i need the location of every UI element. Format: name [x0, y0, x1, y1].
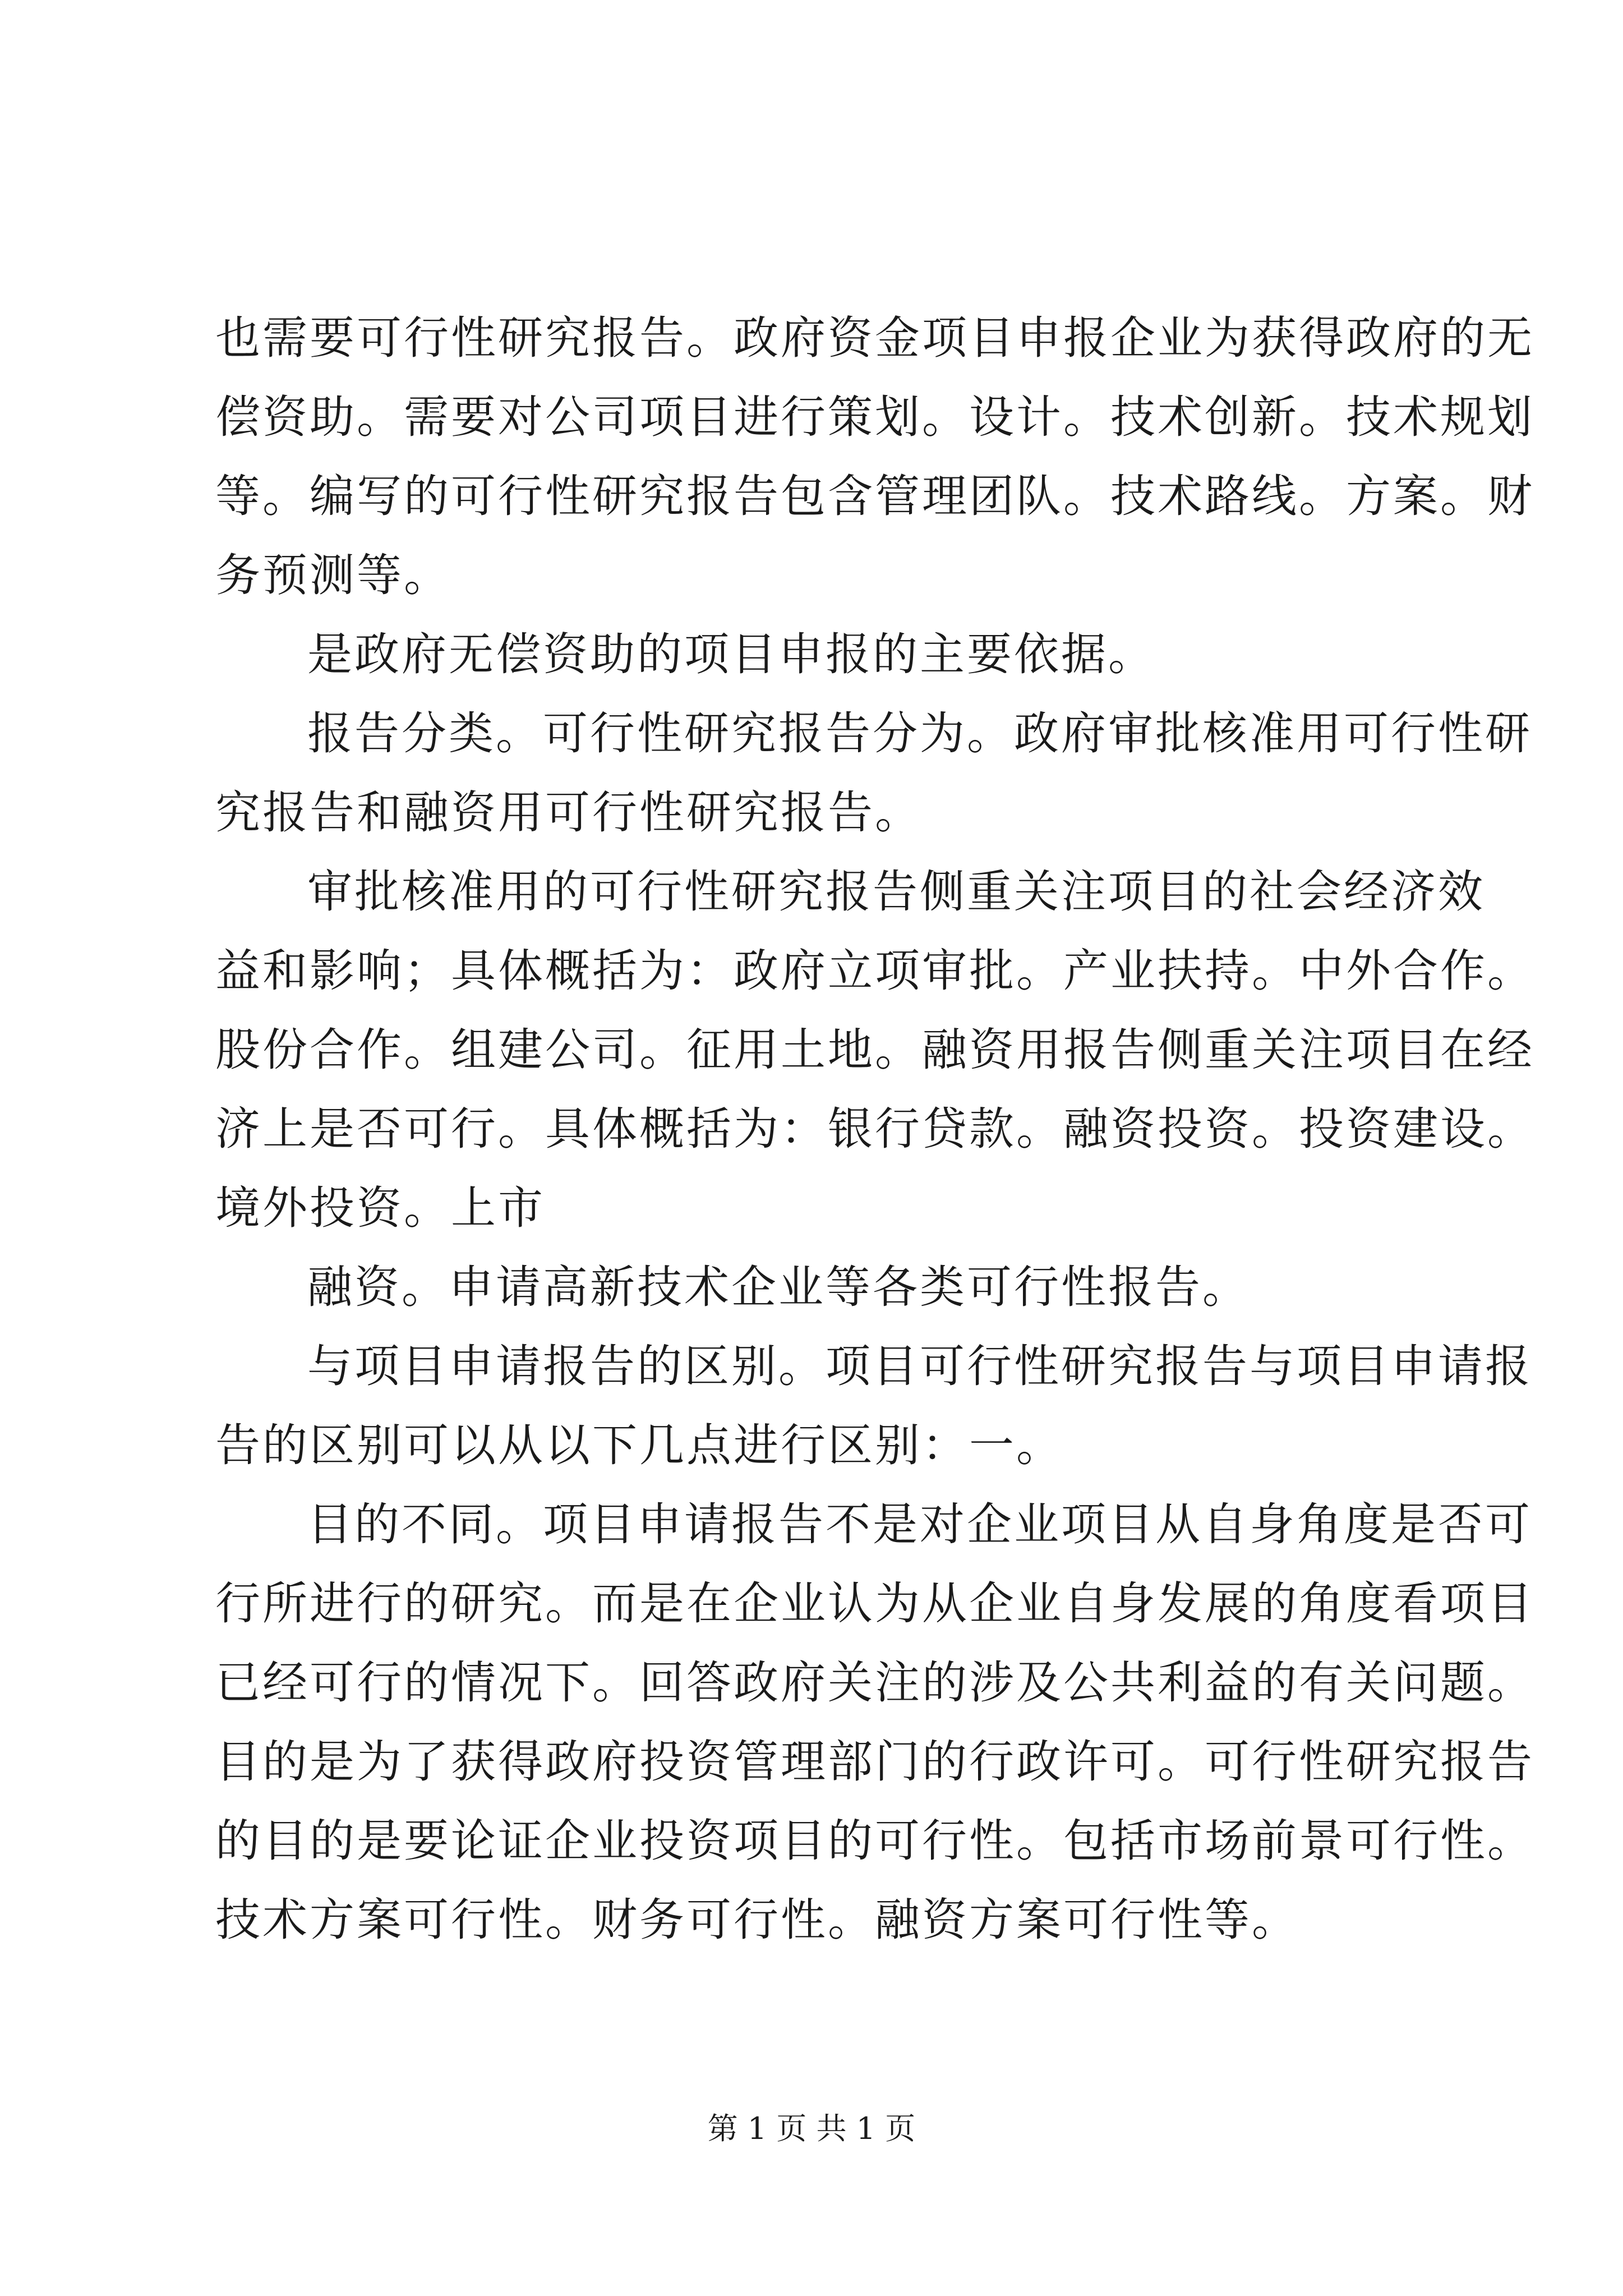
text-line: 行所进行的研究。而是在企业认为从企业自身发展的角度看项目 — [215, 1577, 1534, 1630]
text-line: 等。编写的可行性研究报告包含管理团队。技术路线。方案。财 — [215, 470, 1534, 522]
text-line: 究报告和融资用可行性研究报告。 — [215, 786, 922, 839]
paragraph-first-line: 是政府无偿资助的项目申报的主要依据。 — [307, 628, 1155, 680]
text-line: 境外投资。上市 — [215, 1182, 545, 1234]
text-line: 告的区别可以从以下几点进行区别：一。 — [215, 1419, 1063, 1471]
text-line: 济上是否可行。具体概括为：银行贷款。融资投资。投资建设。 — [215, 1103, 1534, 1155]
text-line: 也需要可行性研究报告。政府资金项目申报企业为获得政府的无 — [215, 312, 1534, 364]
paragraph-first-line: 与项目申请报告的区别。项目可行性研究报告与项目申请报 — [307, 1340, 1532, 1392]
page-number-footer: 第 1 页 共 1 页 — [707, 2111, 916, 2146]
paragraph-first-line: 目的不同。项目申请报告不是对企业项目从自身角度是否可 — [307, 1498, 1532, 1550]
text-line: 已经可行的情况下。回答政府关注的涉及公共利益的有关问题。 — [215, 1657, 1534, 1709]
paragraph-first-line: 审批核准用的可行性研究报告侧重关注项目的社会经济效 — [307, 866, 1485, 918]
paragraph-first-line: 融资。申请高新技术企业等各类可行性报告。 — [307, 1261, 1249, 1313]
text-line: 务预测等。 — [215, 549, 451, 601]
text-line: 益和影响；具体概括为：政府立项审批。产业扶持。中外合作。 — [215, 945, 1534, 997]
text-line: 偿资助。需要对公司项目进行策划。设计。技术创新。技术规划 — [215, 391, 1534, 443]
text-line: 的目的是要论证企业投资项目的可行性。包括市场前景可行性。 — [215, 1815, 1534, 1867]
paragraph-first-line: 报告分类。可行性研究报告分为。政府审批核准用可行性研 — [307, 707, 1532, 760]
text-line: 技术方案可行性。财务可行性。融资方案可行性等。 — [215, 1894, 1299, 1946]
text-line: 股份合作。组建公司。征用土地。融资用报告侧重关注项目在经 — [215, 1024, 1534, 1076]
text-line: 目的是为了获得政府投资管理部门的行政许可。可行性研究报告 — [215, 1736, 1534, 1788]
body-text — [215, 298, 1534, 1959]
